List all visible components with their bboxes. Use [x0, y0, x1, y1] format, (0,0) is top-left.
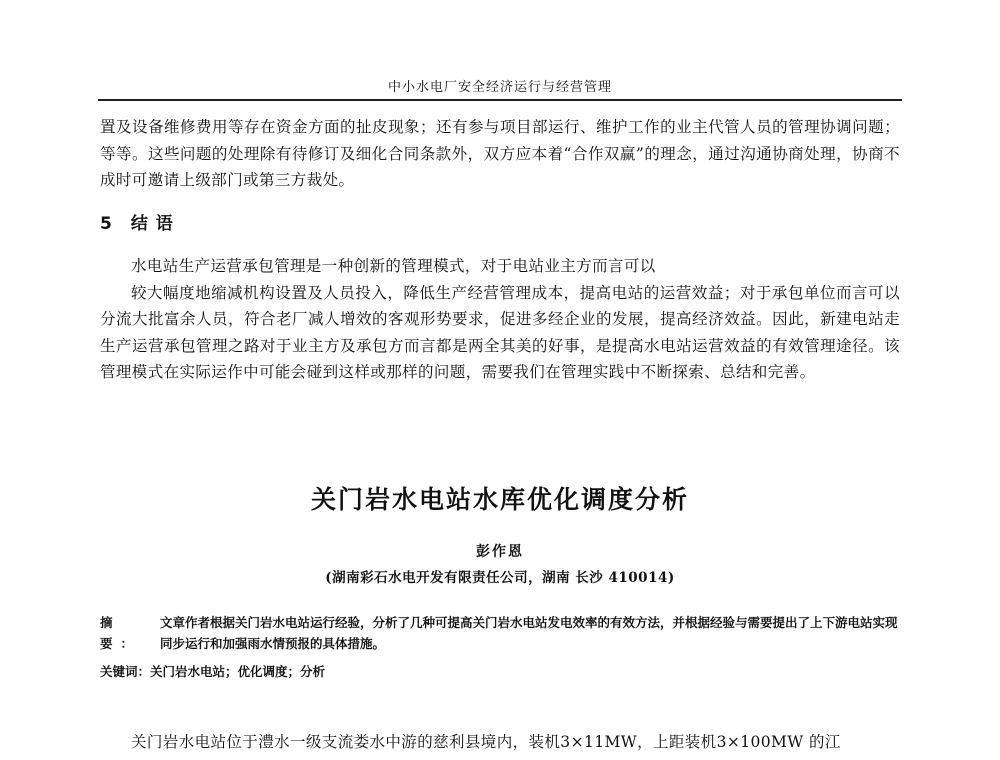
conclusion-paragraph-1: 水电站生产运营承包管理是一种创新的管理模式，对于电站业主方而言可以 — [131, 257, 656, 275]
abstract — [100, 612, 900, 654]
running-header: 中小水电厂安全经济运行与经营管理 — [387, 80, 612, 95]
section-title: 结 语 — [130, 214, 174, 234]
keywords — [100, 661, 900, 682]
article-title: 关门岩水电站水库优化调度分析 — [310, 485, 689, 514]
abstract-label: 摘 要： — [100, 615, 142, 651]
section-number: 5 — [100, 214, 113, 234]
section-heading — [100, 209, 174, 234]
keywords-text: 关门岩水电站；优化调度；分析 — [150, 664, 326, 679]
keywords-label: 关键词： — [100, 664, 151, 679]
article-affiliation: (湖南彩石水电开发有限责任公司，湖南 长沙 410014) — [325, 570, 675, 586]
article-author: 彭作恩 — [476, 544, 524, 560]
body-paragraph-start: 关门岩水电站位于澧水一级支流娄水中游的慈利县境内，装机3×11MW，上距装机3×100MW 的江 — [131, 733, 841, 751]
conclusion-paragraph-2: 较大幅度地缩减机构设置及人员投入，降低生产经营管理成本，提高电站的运营效益；对于承包单位而言可以分流大批富余人员，符合老厂减人增效的客观形势要求，促进多经企业的发展，提高经济效益。因此，新建电站走生产运营承包管理之路对于业主方及承包方而言都是两全其美的好事，是提高水电站运营效益的有效管理途径。该管理模式在实际运作中可能会碰到这样或那样的问题，需要我们在管理实践中不断探索、总结和完善。 — [100, 283, 900, 381]
continuation-paragraph: 置及设备维修费用等存在资金方面的扯皮现象；还有参与项目部运行、维护工作的业主代管人员的管理协调问题；等等。这些问题的处理除有待修订及细化合同条款外，双方应本着“合作双赢”的理念，通过沟通协商处理，协商不成时可邀请上级部门或第三方裁处。 — [100, 118, 900, 189]
header-rule — [98, 99, 902, 101]
abstract-text: 文章作者根据关门岩水电站运行经验，分析了几种可提高关门岩水电站发电效率的有效方法，并根据经验与需要提出了上下游电站实现同步运行和加强雨水情预报的具体措施。 — [160, 615, 898, 651]
